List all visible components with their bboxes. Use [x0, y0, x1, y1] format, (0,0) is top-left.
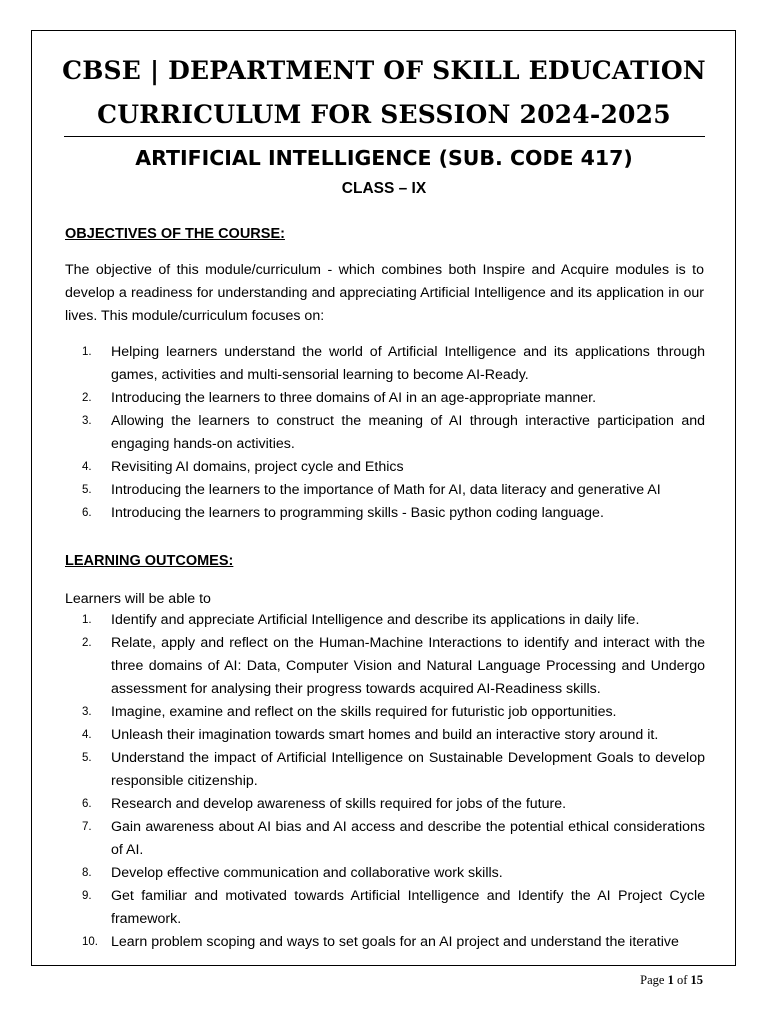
- list-item-text: Identify and appreciate Artificial Intelligence and describe its applications in daily life.: [111, 612, 640, 628]
- list-item-number: 3.: [82, 415, 92, 427]
- objectives-list: [65, 341, 705, 525]
- list-item: [65, 747, 705, 793]
- list-item-number: 2.: [82, 392, 92, 404]
- list-item-text: Develop effective communication and collaborative work skills.: [111, 865, 503, 881]
- page-total: 15: [690, 973, 703, 987]
- outcomes-list: [65, 609, 705, 954]
- list-item-number: 4.: [82, 729, 92, 741]
- list-item-number: 1.: [82, 614, 92, 626]
- list-item-number: 10.: [82, 936, 98, 948]
- list-item: [65, 502, 705, 525]
- page-number: 1: [667, 973, 674, 987]
- list-item-text: Learn problem scoping and ways to set goals for an AI project and understand the iterative: [111, 934, 679, 950]
- list-item-text: Introducing the learners to three domains of AI in an age-appropriate manner.: [111, 390, 597, 406]
- list-item-number: 1.: [82, 346, 92, 358]
- header-title-line1: CBSE | DEPARTMENT OF SKILL EDUCATION: [62, 56, 706, 85]
- page-footer: [640, 973, 703, 988]
- list-item-number: 6.: [82, 798, 92, 810]
- class-label: CLASS – IX: [341, 180, 427, 197]
- list-item: [65, 632, 705, 701]
- outcomes-intro: Learners will be able to: [65, 591, 211, 607]
- list-item-text: Relate, apply and reflect on the Human-Machine Interactions to identify and interact with the three domains of AI: Data, Computer Vision and Natural Language Processing and Undergo assessment for analysing their progress towards acquired AI-Readiness skills.: [111, 635, 705, 697]
- list-item-text: Introducing the learners to the importance of Math for AI, data literacy and generative AI: [111, 482, 661, 498]
- list-item-text: Research and develop awareness of skills required for jobs of the future.: [111, 796, 567, 812]
- list-item: [65, 410, 705, 456]
- list-item: [65, 862, 705, 885]
- outcomes-heading: LEARNING OUTCOMES:: [65, 553, 234, 569]
- page-label: Page: [640, 973, 665, 987]
- list-item-text: Understand the impact of Artificial Intelligence on Sustainable Development Goals to develop responsible citizenship.: [111, 750, 705, 789]
- list-item-number: 9.: [82, 890, 92, 902]
- list-item: [65, 479, 705, 502]
- list-item-text: Unleash their imagination towards smart homes and build an interactive story around it.: [111, 727, 659, 743]
- list-item-text: Gain awareness about AI bias and AI access and describe the potential ethical considerations of AI.: [111, 819, 705, 858]
- list-item-number: 5.: [82, 484, 92, 496]
- list-item-number: 7.: [82, 821, 92, 833]
- list-item-number: 4.: [82, 461, 92, 473]
- list-item: [65, 387, 705, 410]
- list-item-number: 8.: [82, 867, 92, 879]
- list-item-text: Allowing the learners to construct the meaning of AI through interactive participation and engaging hands-on activities.: [111, 413, 705, 452]
- list-item-number: 2.: [82, 637, 92, 649]
- list-item: [65, 701, 705, 724]
- header-divider: [64, 136, 705, 137]
- list-item: [65, 724, 705, 747]
- list-item: [65, 816, 705, 862]
- list-item: [65, 341, 705, 387]
- objectives-intro: The objective of this module/curriculum - which combines both Inspire and Acquire modules is to develop a readiness for understanding and appreciating Artificial Intelligence and its application in our lives. This module/curriculum focuses on:: [65, 262, 704, 324]
- list-item: [65, 931, 705, 954]
- list-item-number: 5.: [82, 752, 92, 764]
- list-item-text: Revisiting AI domains, project cycle and Ethics: [111, 459, 404, 475]
- list-item-text: Imagine, examine and reflect on the skills required for futuristic job opportunities.: [111, 704, 617, 720]
- list-item: [65, 609, 705, 632]
- list-item: [65, 456, 705, 479]
- objectives-heading: OBJECTIVES OF THE COURSE:: [65, 226, 285, 242]
- header-title-line2: CURRICULUM FOR SESSION 2024-2025: [97, 100, 671, 129]
- list-item: [65, 885, 705, 931]
- subject-title: ARTIFICIAL INTELLIGENCE (SUB. CODE 417): [135, 146, 633, 170]
- list-item-number: 6.: [82, 507, 92, 519]
- list-item-text: Introducing the learners to programming skills - Basic python coding language.: [111, 505, 604, 521]
- list-item-number: 3.: [82, 706, 92, 718]
- page-of-label: of: [676, 973, 688, 987]
- list-item: [65, 793, 705, 816]
- list-item-text: Helping learners understand the world of Artificial Intelligence and its applications through games, activities and multi-sensorial learning to become AI-Ready.: [111, 344, 705, 383]
- list-item-text: Get familiar and motivated towards Artificial Intelligence and Identify the AI Project Cycle framework.: [111, 888, 705, 927]
